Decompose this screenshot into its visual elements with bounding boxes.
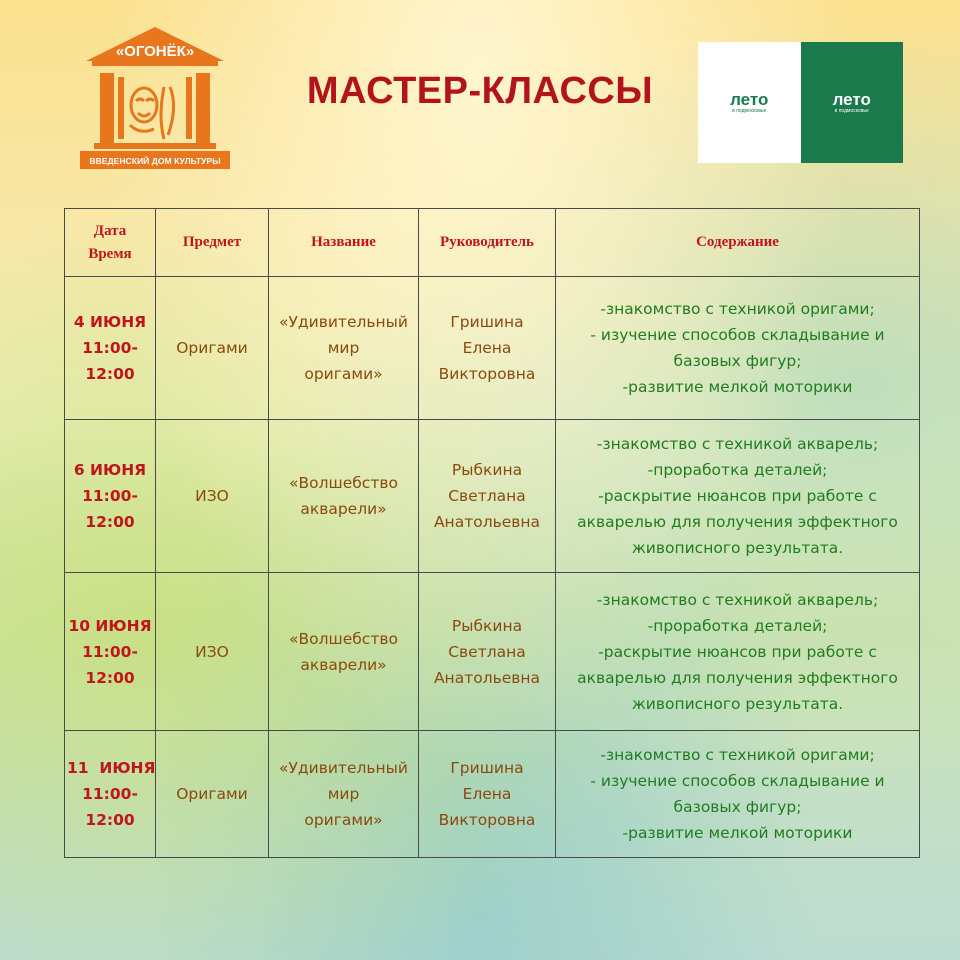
cell-title: «Удивительный мир оригами» xyxy=(269,731,419,858)
cell-content: -знакомство с техникой оригами; - изучение способов складывание и базовых фигур; -развитие мелкой моторики xyxy=(556,277,920,420)
cell-title: «Волшебство акварели» xyxy=(269,573,419,731)
logo-caption: ВВЕДЕНСКИЙ ДОМ КУЛЬТУРЫ xyxy=(89,156,221,166)
cell-subject: ИЗО xyxy=(156,573,269,731)
leto-sub: в подмосковье xyxy=(732,107,767,114)
ogonek-logo xyxy=(78,25,232,171)
cell-subject: ИЗО xyxy=(156,420,269,573)
cell-leader: Гришина Елена Викторовна xyxy=(419,731,556,858)
ogonek-building-icon xyxy=(78,25,232,171)
table-row xyxy=(65,420,920,573)
table-row xyxy=(65,573,920,731)
cell-content: -знакомство с техникой оригами; - изучение способов складывание и базовых фигур; -развитие мелкой моторики xyxy=(556,731,920,858)
theatre-masks-icon xyxy=(130,87,174,139)
leto-sub: в подмосковье xyxy=(834,107,869,114)
cell-date: 4 ИЮНЯ 11:00- 12:00 xyxy=(65,277,156,420)
leto-word: лето xyxy=(832,89,871,109)
cell-content: -знакомство с техникой акварель; -проработка деталей; -раскрытие нюансов при работе с акварелью для получения эффектного живописного результата. xyxy=(556,420,920,573)
page-title: МАСТЕР-КЛАССЫ xyxy=(306,70,654,112)
header-row xyxy=(65,209,920,277)
header-content: Содержание xyxy=(556,209,920,277)
cell-date: 10 ИЮНЯ 11:00- 12:00 xyxy=(65,573,156,731)
schedule-table xyxy=(64,208,920,858)
header-date: Дата Время xyxy=(65,209,156,277)
cell-content: -знакомство с техникой акварель; -проработка деталей; -раскрытие нюансов при работе с акварелью для получения эффектного живописного результата. xyxy=(556,573,920,731)
leto-podmoskovye-logo xyxy=(698,42,903,163)
table-row xyxy=(65,277,920,420)
cell-date: 11 ИЮНЯ 11:00- 12:00 xyxy=(65,731,156,858)
cell-leader: Гришина Елена Викторовна xyxy=(419,277,556,420)
header-subject: Предмет xyxy=(156,209,269,277)
logo-name: «ОГОНЁК» xyxy=(115,43,195,60)
header-title: Название xyxy=(269,209,419,277)
table-row xyxy=(65,731,920,858)
leto-word: лето xyxy=(730,89,769,109)
cell-date: 6 ИЮНЯ 11:00- 12:00 xyxy=(65,420,156,573)
cell-leader: Рыбкина Светлана Анатольевна xyxy=(419,420,556,573)
cell-subject: Оригами xyxy=(156,731,269,858)
leto-logo-dark xyxy=(801,42,904,163)
cell-leader: Рыбкина Светлана Анатольевна xyxy=(419,573,556,731)
cell-subject: Оригами xyxy=(156,277,269,420)
cell-title: «Удивительный мир оригами» xyxy=(269,277,419,420)
header-leader: Руководитель xyxy=(419,209,556,277)
cell-title: «Волшебство акварели» xyxy=(269,420,419,573)
leto-logo-light xyxy=(698,42,801,163)
